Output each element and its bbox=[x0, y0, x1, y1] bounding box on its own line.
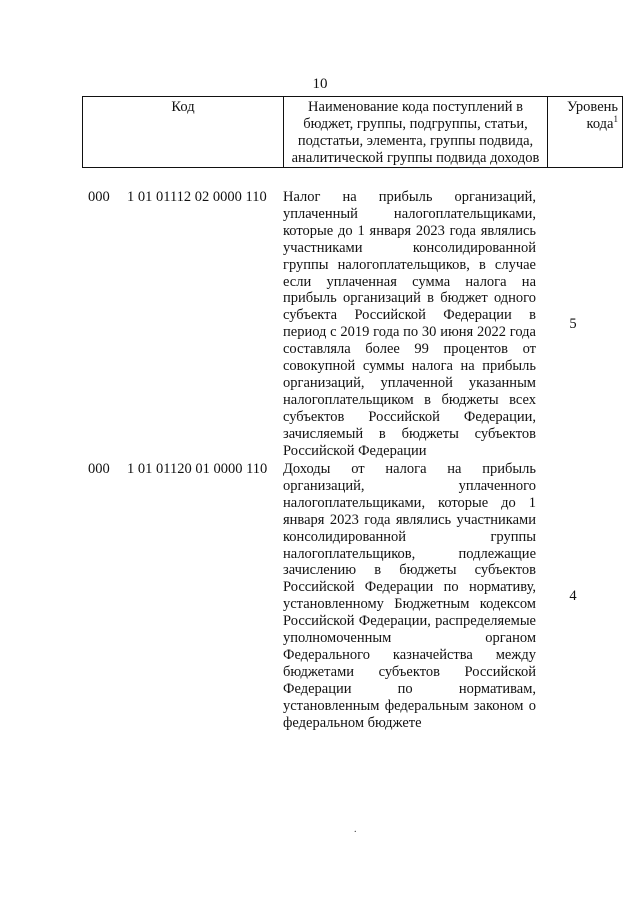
header-level-label: Уровень кода bbox=[566, 99, 618, 132]
header-name: Наименование кода поступлений в бюджет, группы, подгруппы, статьи, подстатьи, элемента, группы подвида, аналитической группы подвида доходов bbox=[284, 97, 548, 168]
footnote-marker: 1 bbox=[613, 114, 618, 125]
header-level bbox=[548, 97, 623, 168]
row-level: 5 bbox=[569, 316, 577, 332]
row-code: 1 01 01120 01 0000 110 bbox=[127, 461, 268, 477]
row-description: Доходы от налога на прибыль организаций, уплаченного налогоплательщиками, которые до 1 января 2023 года являлись участниками консолидированной группы налогоплательщиков, подлежащие зачислению в бюджеты субъектов Российской Федерации по нормативу, установленному Бюджетным кодексом Российской Федерации, распределяемые уполномоченным органом Федерального казначейства между бюджетами субъектов Российской Федерации по нормативам, установленным федеральным законом о федеральном бюджете bbox=[283, 461, 536, 731]
footer-mark: . bbox=[354, 824, 357, 835]
row-prefix: 000 bbox=[88, 461, 110, 477]
row-description: Налог на прибыль организаций, уплаченный налогоплательщиками, которые до 1 января 2023 года являлись участниками консолидированной группы налогоплательщиков, в случае если уплаченная сумма налога на прибыль организаций в бюджет одного субъекта Российской Федерации в период с 2019 года по 30 июня 2022 года составляла более 99 процентов от совокупной суммы налога на прибыль организаций, уплаченной указанным налогоплательщиком в бюджеты всех субъектов Российской Федерации, зачисляемый в бюджеты субъектов Российской Федерации bbox=[283, 189, 536, 459]
header-row bbox=[83, 97, 623, 168]
header-code: Код bbox=[83, 97, 284, 168]
row-code: 1 01 01112 02 0000 110 bbox=[127, 189, 267, 205]
row-prefix: 000 bbox=[88, 189, 110, 205]
row-level: 4 bbox=[569, 588, 577, 604]
header-table bbox=[82, 96, 623, 168]
page-number: 10 bbox=[312, 76, 328, 92]
